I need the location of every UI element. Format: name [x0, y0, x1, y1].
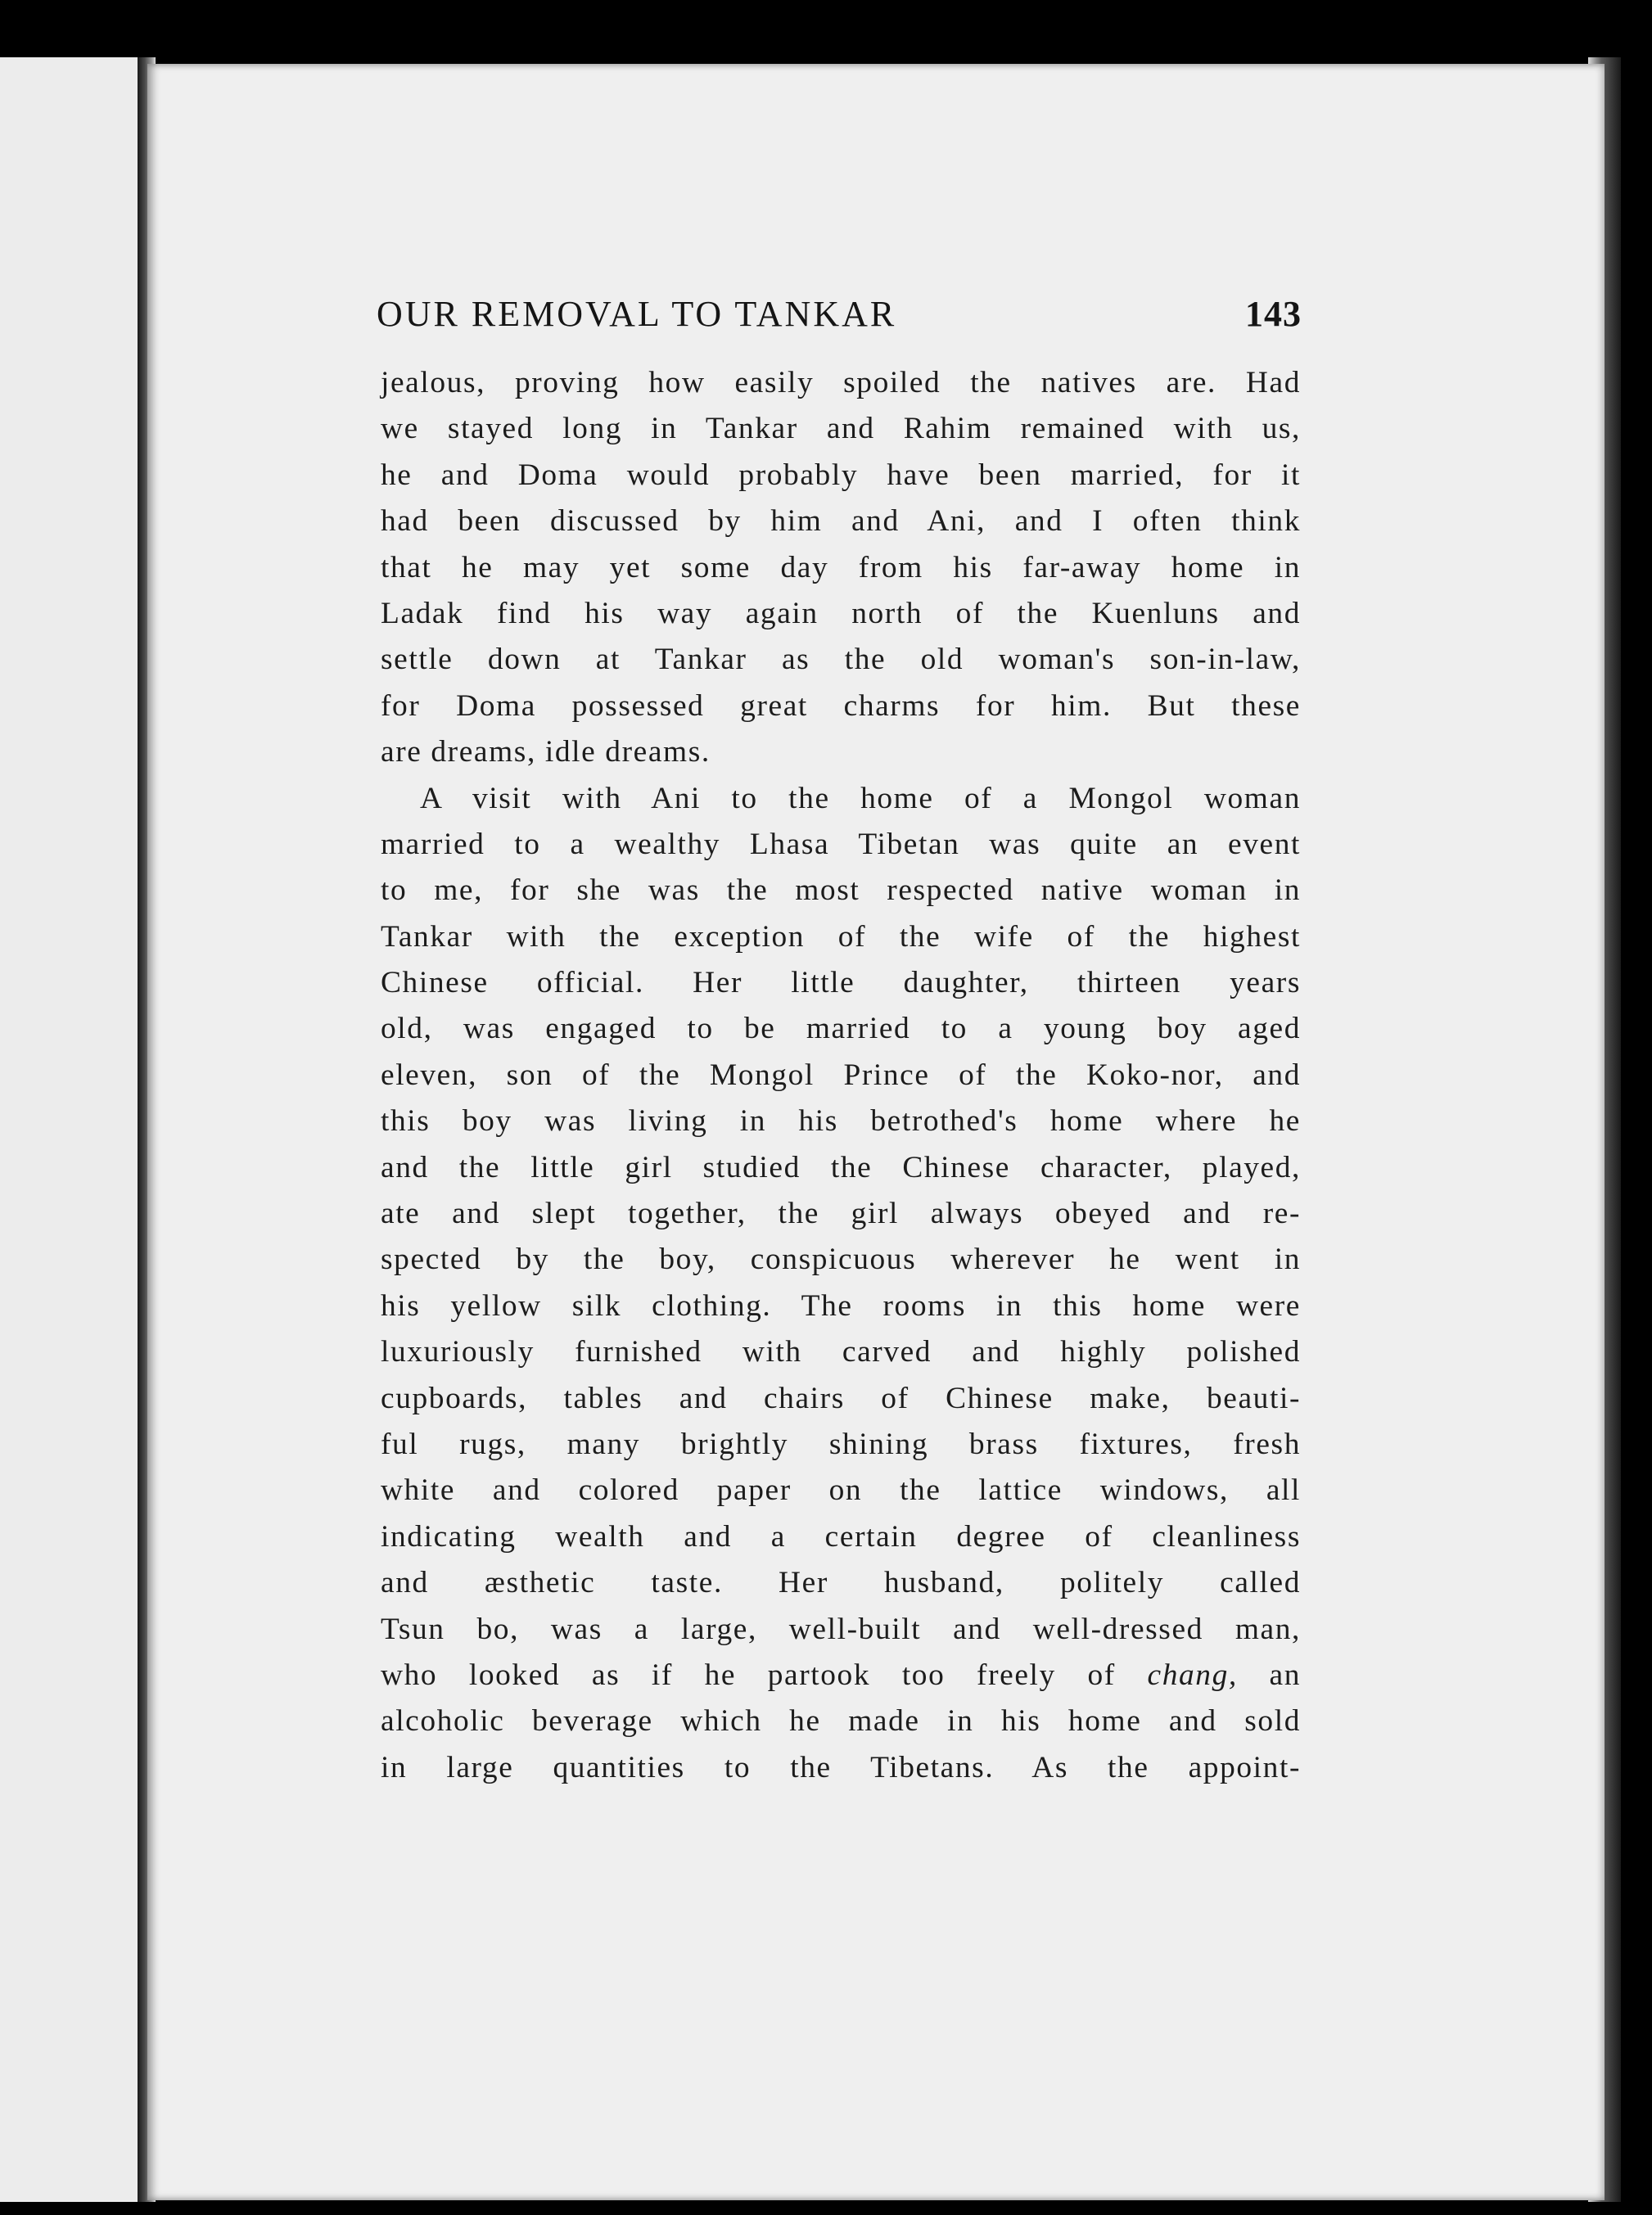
text-line: for Doma possessed great charms for him. But these [381, 688, 1301, 723]
text-line: in large quantities to the Tibetans. As the appoint- [381, 1750, 1301, 1784]
text-line: Tankar with the exception of the wife of the highest [381, 919, 1301, 954]
text-line: ate and slept together, the girl always obeyed and re- [381, 1197, 1301, 1231]
text-line: luxuriously furnished with carved and highly polished [381, 1335, 1301, 1369]
text-line: had been discussed by him and Ani, and I often think [381, 504, 1301, 539]
text-line-with-italic [381, 1653, 1301, 1698]
page-number: 143 [1245, 294, 1302, 334]
text-line: that he may yet some day from his far-away home in [381, 550, 1301, 584]
text-line: eleven, son of the Mongol Prince of the Koko-nor, and [381, 1058, 1301, 1092]
text-line: jealous, proving how easily spoiled the natives are. Had [381, 366, 1301, 399]
body-text [381, 360, 1301, 1791]
text-line: cupboards, tables and chairs of Chinese make, beauti- [381, 1381, 1301, 1415]
text-line: old, was engaged to be married to a young boy aged [381, 1012, 1301, 1046]
text-line: white and colored paper on the lattice windows, all [381, 1473, 1301, 1508]
text-line: he and Doma would probably have been married, for it [381, 458, 1301, 492]
text-line: settle down at Tankar as the old woman's son-in-law, [381, 643, 1301, 677]
text-line: Tsun bo, was a large, well-built and well-dressed man, [381, 1612, 1301, 1646]
text-line: married to a wealthy Lhasa Tibetan was quite an event [381, 827, 1301, 861]
text-line: Chinese official. Her little daughter, thirteen years [381, 966, 1301, 1000]
text-segment: who looked as if he partook too freely of [381, 1658, 1116, 1692]
text-line: his yellow silk clothing. The rooms in this home were [381, 1288, 1301, 1323]
facing-page-edge [0, 57, 146, 2202]
running-head [377, 293, 1302, 342]
text-line: and æsthetic taste. Her husband, politely called [381, 1566, 1301, 1600]
text-line: are dreams, idle dreams. [381, 735, 711, 769]
italic-word: chang, [1147, 1658, 1238, 1692]
text-line: alcoholic beverage which he made in his home and sold [381, 1704, 1301, 1739]
text-line: this boy was living in his betrothed's home where he [381, 1104, 1301, 1139]
running-title: OUR REMOVAL TO TANKAR [377, 294, 897, 334]
text-line: we stayed long in Tankar and Rahim remained with us, [381, 412, 1301, 446]
text-line: indicating wealth and a certain degree of cleanliness [381, 1519, 1301, 1554]
text-line: ful rugs, many brightly shining brass fixtures, fresh [381, 1427, 1301, 1461]
text-line: and the little girl studied the Chinese character, played, [381, 1150, 1301, 1184]
text-line: Ladak find his way again north of the Kuenluns and [381, 596, 1301, 630]
text-segment: an [1269, 1658, 1302, 1692]
text-line: to me, for she was the most respected native woman in [381, 873, 1301, 908]
text-line: A visit with Ani to the home of a Mongol woman [420, 781, 1301, 815]
text-line: spected by the boy, conspicuous wherever he went in [381, 1243, 1301, 1277]
